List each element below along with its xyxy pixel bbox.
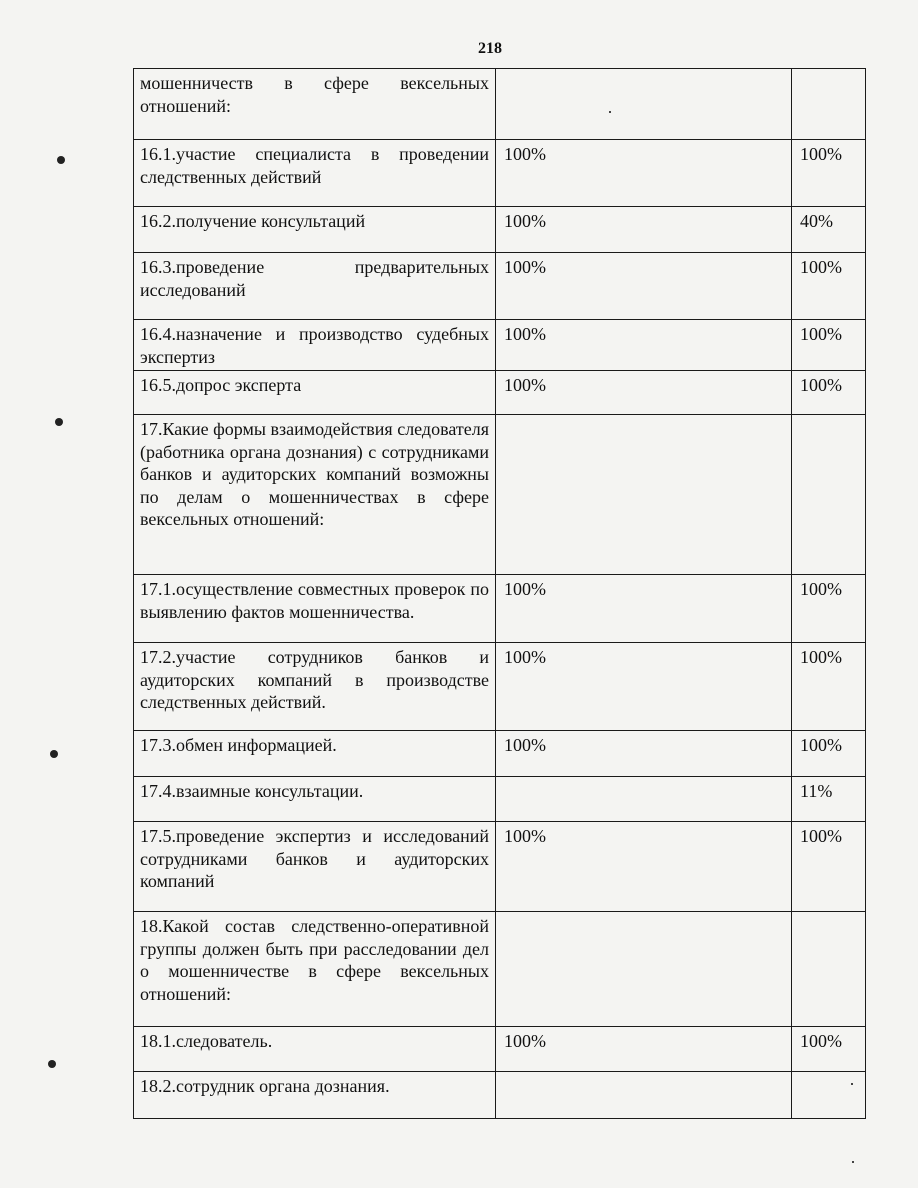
question-cell: 17.4.взаимные консультации. [134,777,496,822]
question-cell: мошенничеств в сфере вексельных отношений: [134,69,496,140]
table-row [134,140,866,207]
table-row [134,643,866,731]
value-cell-1: 100% [496,140,792,207]
value-cell-1: 100% [496,1027,792,1072]
table-row [134,69,866,140]
value-cell-1 [496,1072,792,1119]
value-cell-2: 40% [792,207,866,253]
value-cell-2: 100% [792,643,866,731]
page-number: 218 [478,40,502,57]
value-cell-1: 100% [496,575,792,643]
value-cell-1: 100% [496,253,792,320]
question-cell: 16.3.проведение предварительных исследований [134,253,496,320]
value-cell-1 [496,69,792,140]
value-cell-1: 100% [496,822,792,912]
binder-hole-mark [57,156,65,164]
value-cell-2: 100% [792,731,866,777]
value-cell-2 [792,415,866,575]
scan-speck [609,111,611,113]
question-cell: 17.2.участие сотрудников банков и аудиторских компаний в производстве следственных действий. [134,643,496,731]
table-row [134,1072,866,1119]
table-row [134,320,866,371]
table-row [134,575,866,643]
value-cell-2: 100% [792,822,866,912]
question-cell: 17.3.обмен информацией. [134,731,496,777]
table-row [134,207,866,253]
value-cell-2 [792,1072,866,1119]
value-cell-2: 100% [792,320,866,371]
value-cell-2: 100% [792,1027,866,1072]
table-row [134,912,866,1027]
question-cell: 18.2.сотрудник органа дознания. [134,1072,496,1119]
scan-speck [851,1083,853,1085]
question-cell: 17.Какие формы взаимодействия следователя (работника органа дознания) с сотрудниками банков и аудиторских компаний возможны по делам о мошенничествах в сфере вексельных отношений: [134,415,496,575]
value-cell-2: 100% [792,140,866,207]
value-cell-1: 100% [496,731,792,777]
value-cell-1 [496,777,792,822]
question-cell: 16.2.получение консультаций [134,207,496,253]
table-row [134,1027,866,1072]
table-row [134,731,866,777]
question-cell: 16.5.допрос эксперта [134,371,496,415]
question-cell: 18.1.следователь. [134,1027,496,1072]
value-cell-1: 100% [496,207,792,253]
value-cell-2: 11% [792,777,866,822]
table-row [134,777,866,822]
value-cell-1: 100% [496,320,792,371]
value-cell-2 [792,912,866,1027]
question-cell: 16.4.назначение и производство судебных экспертиз [134,320,496,371]
binder-hole-mark [55,418,63,426]
table-row [134,371,866,415]
survey-results-table [133,68,866,1119]
binder-hole-mark [50,750,58,758]
scan-speck [852,1161,854,1163]
table-row [134,415,866,575]
value-cell-1 [496,912,792,1027]
question-cell: 17.1.осуществление совместных проверок по выявлению фактов мошенничества. [134,575,496,643]
value-cell-2: 100% [792,253,866,320]
question-cell: 16.1.участие специалиста в проведении следственных действий [134,140,496,207]
table-row [134,253,866,320]
value-cell-2 [792,69,866,140]
binder-hole-mark [48,1060,56,1068]
value-cell-1: 100% [496,371,792,415]
value-cell-1 [496,415,792,575]
question-cell: 18.Какой состав следственно-оперативной группы должен быть при расследовании дел о мошенничестве в сфере вексельных отношений: [134,912,496,1027]
question-cell: 17.5.проведение экспертиз и исследований сотрудниками банков и аудиторских компаний [134,822,496,912]
value-cell-2: 100% [792,371,866,415]
value-cell-2: 100% [792,575,866,643]
table-row [134,822,866,912]
value-cell-1: 100% [496,643,792,731]
